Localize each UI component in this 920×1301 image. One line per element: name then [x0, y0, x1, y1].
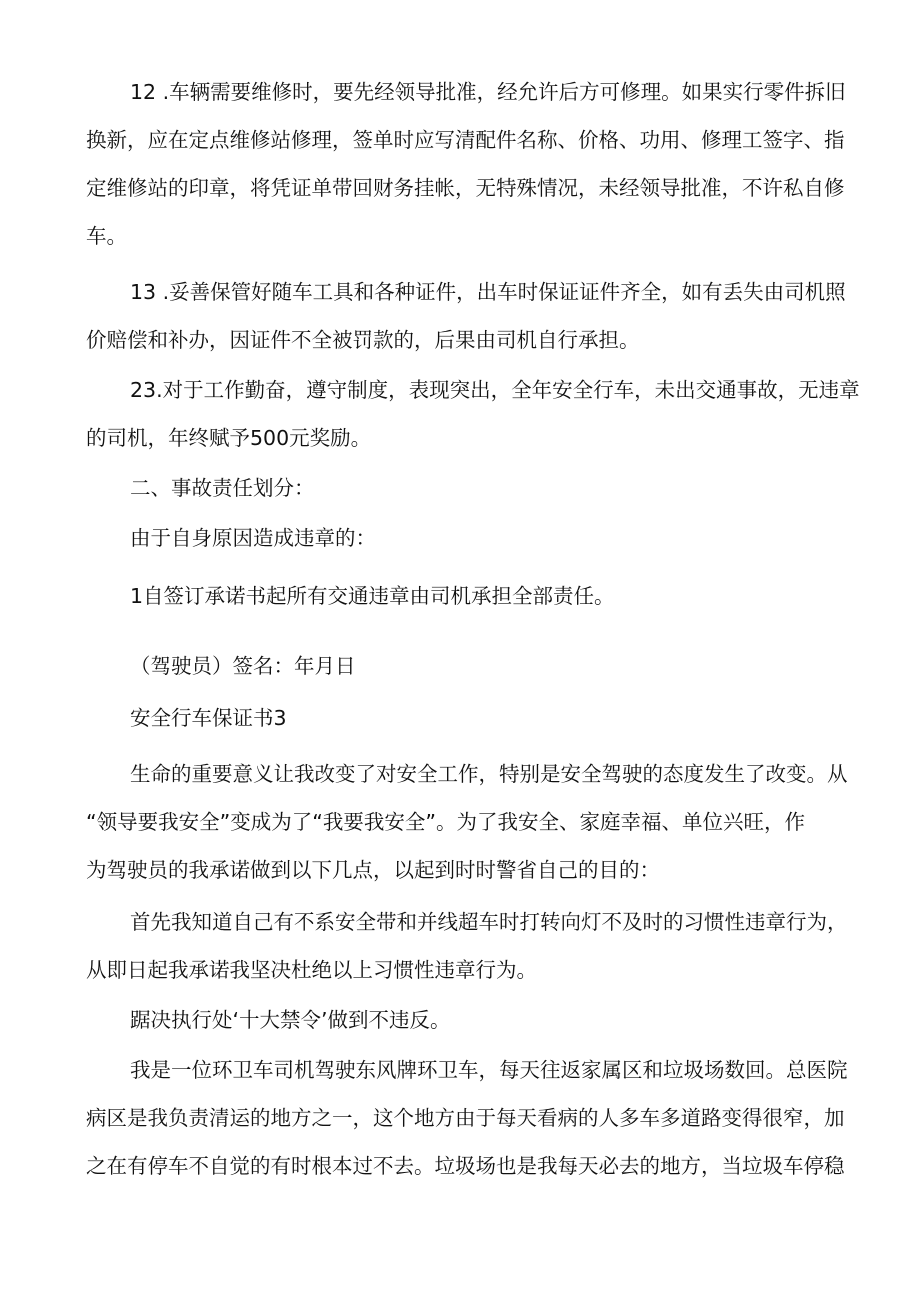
- paragraph-driver: [86, 1046, 848, 1190]
- text-line: 二、事故责任划分：: [130, 476, 315, 500]
- document-title: [86, 694, 838, 742]
- text-line: 1自签订承诺书起所有交通违章由司机承担全部责任。: [130, 584, 615, 608]
- paragraph-ban: [86, 996, 838, 1044]
- text-line: 换新，应在定点维修站修理，签单时应写清配件名称、价格、功用、修理工签字、指: [86, 128, 845, 152]
- text-line: 病区是我负责清运的地方之一，这个地方由于每天看病的人多车多道路变得很窄，加: [86, 1106, 845, 1130]
- section-heading-accident: [86, 464, 838, 512]
- text-line: （驾驶员）签名：年月日: [130, 654, 356, 678]
- text-line: 生命的重要意义让我改变了对安全工作，特别是安全驾驶的态度发生了改变。从: [130, 762, 848, 786]
- text-line: 13 .妥善保管好随车工具和各种证件，出车时保证证件齐全，如有丢失由司机照: [130, 280, 846, 304]
- signature-line: [86, 642, 838, 690]
- paragraph-item-12: [86, 68, 846, 260]
- text-line: 我是一位环卫车司机驾驶东风牌环卫车，每天往返家属区和垃圾场数回。总医院: [130, 1058, 848, 1082]
- text-line: 由于自身原因造成违章的：: [130, 526, 376, 550]
- paragraph-item-13: [86, 268, 846, 364]
- text-line: 为驾驶员的我承诺做到以下几点，以起到时时警省自己的目的：: [86, 858, 660, 882]
- text-line: 安全行车保证书3: [130, 706, 287, 730]
- text-line: 踞决执行处‘十大禁令’做到不违反。: [130, 1008, 451, 1032]
- paragraph-cause: [86, 514, 838, 562]
- text-line: 车。: [86, 224, 127, 248]
- text-line: 从即日起我承诺我坚决杜绝以上习惯性违章行为。: [86, 958, 537, 982]
- paragraph-item-1: [86, 572, 838, 620]
- paragraph-item-23: [86, 366, 860, 462]
- text-line: “领导要我安全”变成为了“我要我安全”。为了我安全、家庭幸福、单位兴旺，作: [86, 810, 805, 834]
- text-line: 定维修站的印章，将凭证单带回财务挂帐，无特殊情况，未经领导批准，不许私自修: [86, 176, 845, 200]
- text-line: 之在有停车不自觉的有时根本过不去。垃圾场也是我每天必去的地方，当垃圾车停稳: [86, 1154, 845, 1178]
- paragraph-intro: [86, 750, 848, 894]
- text-line: 首先我知道自己有不系安全带和并线超车时打转向灯不及时的习惯性违章行为，: [130, 910, 848, 934]
- text-line: 23.对于工作勤奋，遵守制度，表现突出，全年安全行车，未出交通事故，无违章: [130, 378, 860, 402]
- text-line: 的司机，年终赋予500元奖励。: [86, 426, 372, 450]
- text-line: 价赔偿和补办，因证件不全被罚款的，后果由司机自行承担。: [86, 328, 640, 352]
- text-line: 12 .车辆需要维修时，要先经领导批准，经允许后方可修理。如果实行零件拆旧: [130, 80, 846, 104]
- paragraph-first: [86, 898, 848, 994]
